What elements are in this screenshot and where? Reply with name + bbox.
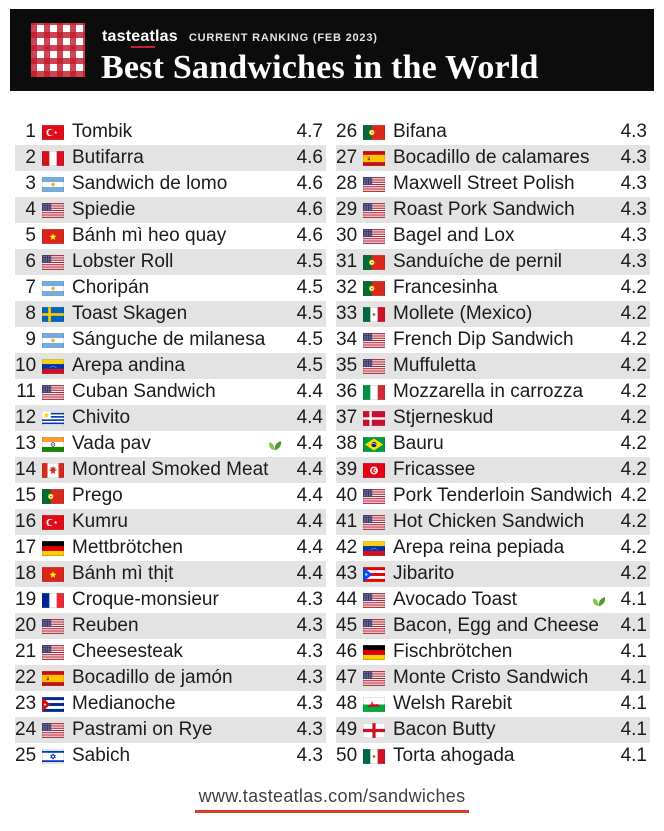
rank-number: 31 — [336, 251, 358, 272]
rating-value: 4.3 — [620, 199, 647, 220]
flag-icon-uruguay — [42, 411, 64, 426]
sandwich-name: Choripán — [72, 277, 150, 298]
brand-line — [102, 28, 378, 46]
tasteatlas-gingham-logo-icon — [31, 23, 85, 77]
flag-icon-turkey — [42, 125, 64, 140]
flag-icon-usa — [42, 723, 64, 738]
rating-value: 4.4 — [296, 563, 323, 584]
rank-number: 17 — [15, 537, 37, 558]
sandwich-name: Cuban Sandwich — [72, 381, 216, 402]
rank-number: 49 — [336, 719, 358, 740]
ranking-row — [336, 587, 650, 613]
rating-value: 4.5 — [296, 251, 323, 272]
rank-number: 14 — [15, 459, 37, 480]
rank-number: 20 — [15, 615, 37, 636]
flag-icon-usa — [363, 177, 385, 192]
rank-number: 21 — [15, 641, 37, 662]
rating-value: 4.5 — [296, 303, 323, 324]
flag-icon-cuba — [42, 697, 64, 712]
rank-number: 29 — [336, 199, 358, 220]
rating-value: 4.5 — [296, 277, 323, 298]
rating-value: 4.2 — [620, 303, 647, 324]
ranking-row — [15, 171, 326, 197]
rating-value: 4.1 — [620, 641, 647, 662]
rank-number: 12 — [15, 407, 37, 428]
rating-value: 4.4 — [296, 537, 323, 558]
sandwich-name: Arepa andina — [72, 355, 186, 376]
rating-value: 4.6 — [296, 173, 323, 194]
rank-number: 47 — [336, 667, 358, 688]
rank-number: 13 — [15, 433, 37, 454]
ranking-row — [15, 197, 326, 223]
ranking-row — [15, 561, 326, 587]
sandwich-name: Stjerneskud — [393, 407, 494, 428]
sandwich-name: Bánh mì thịt — [72, 563, 174, 584]
sandwich-name: Mollete (Mexico) — [393, 303, 533, 324]
ranking-row — [15, 587, 326, 613]
flag-icon-canada — [42, 463, 64, 478]
sandwich-name: Monte Cristo Sandwich — [393, 667, 589, 688]
ranking-row — [336, 535, 650, 561]
rating-value: 4.2 — [620, 459, 647, 480]
rank-number: 33 — [336, 303, 358, 324]
ranking-row — [15, 457, 326, 483]
flag-icon-peru — [42, 151, 64, 166]
rating-value: 4.3 — [296, 641, 323, 662]
sandwich-name: Chivito — [72, 407, 131, 428]
rank-number: 23 — [15, 693, 37, 714]
rank-number: 42 — [336, 537, 358, 558]
rating-value: 4.1 — [620, 719, 647, 740]
rank-number: 34 — [336, 329, 358, 350]
ranking-row — [336, 119, 650, 145]
flag-icon-usa — [363, 333, 385, 348]
rank-number: 27 — [336, 147, 358, 168]
rating-value: 4.1 — [620, 667, 647, 688]
rank-number: 28 — [336, 173, 358, 194]
rank-number: 10 — [15, 355, 37, 376]
ranking-row — [15, 717, 326, 743]
ranking-row — [336, 353, 650, 379]
rank-number: 15 — [15, 485, 37, 506]
rank-number: 7 — [25, 277, 36, 298]
flag-icon-puerto-rico — [363, 567, 385, 582]
rating-value: 4.3 — [296, 693, 323, 714]
flag-icon-spain — [42, 671, 64, 686]
flag-icon-venezuela — [42, 359, 64, 374]
sandwich-name: Muffuletta — [393, 355, 477, 376]
sandwich-name: Sandwich de lomo — [72, 173, 228, 194]
flag-icon-argentina — [42, 281, 64, 296]
sandwich-name: Toast Skagen — [72, 303, 188, 324]
rank-number: 44 — [336, 589, 358, 610]
rating-value: 4.3 — [296, 667, 323, 688]
sandwich-name: Jibarito — [393, 563, 455, 584]
sandwich-name: Medianoche — [72, 693, 176, 714]
sandwich-name: Sanduíche de pernil — [393, 251, 563, 272]
page-title: Best Sandwiches in the World — [101, 49, 539, 86]
rank-number: 41 — [336, 511, 358, 532]
flag-icon-vietnam — [42, 229, 64, 244]
flag-icon-mexico — [363, 749, 385, 764]
sandwich-name: Mozzarella in carrozza — [393, 381, 584, 402]
ranking-row — [336, 145, 650, 171]
sandwich-name: Bauru — [393, 433, 444, 454]
ranking-label: CURRENT RANKING (FEB 2023) — [188, 32, 378, 44]
ranking-row — [336, 483, 650, 509]
rank-number: 11 — [16, 381, 36, 402]
sandwich-name: Francesinha — [393, 277, 498, 298]
rank-number: 19 — [15, 589, 37, 610]
flag-icon-usa — [42, 619, 64, 634]
rating-value: 4.2 — [620, 407, 647, 428]
rank-number: 3 — [25, 173, 36, 194]
rating-value: 4.3 — [620, 121, 647, 142]
rank-number: 30 — [336, 225, 358, 246]
sandwich-name: Fischbrötchen — [393, 641, 513, 662]
flag-icon-turkey — [42, 515, 64, 530]
flag-icon-portugal — [363, 125, 385, 140]
sandwich-name: Fricassee — [393, 459, 476, 480]
ranking-row — [15, 431, 326, 457]
rank-number: 50 — [336, 745, 358, 766]
sandwich-name: Bánh mì heo quay — [72, 225, 227, 246]
rating-value: 4.3 — [296, 615, 323, 636]
rating-value: 4.3 — [296, 745, 323, 766]
sandwich-name: Bifana — [393, 121, 447, 142]
flag-icon-england — [363, 723, 385, 738]
ranking-row — [15, 691, 326, 717]
rank-number: 37 — [336, 407, 358, 428]
flag-icon-portugal — [42, 489, 64, 504]
rating-value: 4.4 — [296, 433, 323, 454]
ranking-row — [15, 353, 326, 379]
brand-wordmark: tasteatlas — [102, 28, 178, 46]
flag-icon-argentina — [42, 177, 64, 192]
flag-icon-sweden — [42, 307, 64, 322]
rating-value: 4.3 — [620, 251, 647, 272]
rating-value: 4.7 — [296, 121, 323, 142]
ranking-column-right — [336, 119, 650, 769]
ranking-row — [336, 743, 650, 769]
rank-number: 6 — [25, 251, 36, 272]
rating-value: 4.1 — [620, 693, 647, 714]
rank-number: 43 — [336, 563, 358, 584]
flag-icon-spain — [363, 151, 385, 166]
rating-value: 4.2 — [620, 563, 647, 584]
ranking-column-left — [15, 119, 326, 769]
rating-value: 4.3 — [620, 173, 647, 194]
ranking-row — [336, 717, 650, 743]
ranking-row — [336, 691, 650, 717]
rank-number: 46 — [336, 641, 358, 662]
sandwich-name: Hot Chicken Sandwich — [393, 511, 585, 532]
sandwich-name: Maxwell Street Polish — [393, 173, 575, 194]
rating-value: 4.2 — [620, 433, 647, 454]
flag-icon-tunisia — [363, 463, 385, 478]
flag-icon-usa — [363, 203, 385, 218]
rank-number: 18 — [15, 563, 37, 584]
rank-number: 45 — [336, 615, 358, 636]
rank-number: 26 — [336, 121, 358, 142]
ranking-row — [336, 171, 650, 197]
rank-number: 2 — [25, 147, 36, 168]
ranking-row — [336, 431, 650, 457]
flag-icon-usa — [42, 385, 64, 400]
flag-icon-usa — [363, 619, 385, 634]
rating-value: 4.6 — [296, 225, 323, 246]
flag-icon-usa — [363, 229, 385, 244]
vegetarian-leaf-icon — [590, 592, 607, 609]
sandwich-name: Montreal Smoked Meat — [72, 459, 269, 480]
rank-number: 8 — [25, 303, 36, 324]
flag-icon-usa — [42, 645, 64, 660]
flag-icon-vietnam — [42, 567, 64, 582]
rating-value: 4.3 — [620, 225, 647, 246]
rating-value: 4.3 — [296, 589, 323, 610]
ranking-row — [15, 275, 326, 301]
ranking-row — [336, 275, 650, 301]
rank-number: 22 — [15, 667, 37, 688]
rating-value: 4.4 — [296, 485, 323, 506]
ranking-row — [336, 379, 650, 405]
ranking-row — [15, 639, 326, 665]
ranking-row — [15, 665, 326, 691]
flag-icon-usa — [363, 515, 385, 530]
flag-icon-usa — [363, 593, 385, 608]
ranking-row — [336, 457, 650, 483]
flag-icon-germany — [42, 541, 64, 556]
rating-value: 4.4 — [296, 511, 323, 532]
flag-icon-portugal — [363, 255, 385, 270]
rank-number: 38 — [336, 433, 358, 454]
flag-icon-portugal — [363, 281, 385, 296]
rating-value: 4.6 — [296, 147, 323, 168]
sandwich-name: Bocadillo de jamón — [72, 667, 233, 688]
ranking-row — [15, 145, 326, 171]
sandwich-name: Pastrami on Rye — [72, 719, 213, 740]
ranking-row — [15, 405, 326, 431]
sandwich-name: Bocadillo de calamares — [393, 147, 590, 168]
sandwich-name: Spiedie — [72, 199, 136, 220]
footer-url-link[interactable]: www.tasteatlas.com/sandwiches — [195, 786, 470, 813]
sandwich-name: Butifarra — [72, 147, 144, 168]
sandwich-name: Pork Tenderloin Sandwich — [393, 485, 612, 506]
rating-value: 4.4 — [296, 459, 323, 480]
ranking-row — [15, 223, 326, 249]
ranking-row — [15, 743, 326, 769]
ranking-row — [15, 327, 326, 353]
flag-icon-denmark — [363, 411, 385, 426]
ranking-row — [336, 405, 650, 431]
flag-icon-argentina — [42, 333, 64, 348]
rank-number: 16 — [15, 511, 37, 532]
rank-number: 24 — [15, 719, 37, 740]
rank-number: 40 — [336, 485, 358, 506]
flag-icon-india — [42, 437, 64, 452]
ranking-row — [336, 327, 650, 353]
rank-number: 4 — [25, 199, 36, 220]
sandwich-name: Tombik — [72, 121, 133, 142]
rank-number: 9 — [25, 329, 36, 350]
flag-icon-usa — [363, 671, 385, 686]
sandwich-name: Roast Pork Sandwich — [393, 199, 575, 220]
sandwich-name: Croque-monsieur — [72, 589, 219, 610]
rating-value: 4.4 — [296, 407, 323, 428]
flag-icon-israel — [42, 749, 64, 764]
flag-icon-usa — [363, 489, 385, 504]
sandwich-name: Kumru — [72, 511, 128, 532]
rank-number: 32 — [336, 277, 358, 298]
ranking-row — [336, 301, 650, 327]
rating-value: 4.6 — [296, 199, 323, 220]
sandwich-name: Torta ahogada — [393, 745, 515, 766]
flag-icon-usa — [42, 255, 64, 270]
rank-number: 35 — [336, 355, 358, 376]
flag-icon-brazil — [363, 437, 385, 452]
rank-number: 25 — [15, 745, 37, 766]
flag-icon-mexico — [363, 307, 385, 322]
rank-number: 48 — [336, 693, 358, 714]
sandwich-name: Welsh Rarebit — [393, 693, 512, 714]
ranking-row — [15, 301, 326, 327]
ranking-row — [15, 249, 326, 275]
ranking-row — [336, 561, 650, 587]
rating-value: 4.3 — [296, 719, 323, 740]
flag-icon-germany — [363, 645, 385, 660]
rating-value: 4.2 — [620, 329, 647, 350]
rank-number: 5 — [25, 225, 36, 246]
rating-value: 4.1 — [620, 615, 647, 636]
ranking-row — [15, 483, 326, 509]
ranking-row — [15, 119, 326, 145]
flag-icon-usa — [42, 203, 64, 218]
rating-value: 4.5 — [296, 355, 323, 376]
ranking-row — [336, 249, 650, 275]
rating-value: 4.2 — [620, 511, 647, 532]
sandwich-name: Lobster Roll — [72, 251, 174, 272]
sandwich-name: Prego — [72, 485, 123, 506]
rating-value: 4.2 — [620, 277, 647, 298]
sandwich-name: Cheesesteak — [72, 641, 183, 662]
sandwich-name: Reuben — [72, 615, 139, 636]
ranking-row — [336, 613, 650, 639]
sandwich-name: Mettbrötchen — [72, 537, 183, 558]
flag-icon-venezuela — [363, 541, 385, 556]
ranking-row — [336, 197, 650, 223]
rating-value: 4.5 — [296, 329, 323, 350]
footer — [0, 786, 664, 813]
ranking-row — [336, 639, 650, 665]
sandwich-name: Bacon Butty — [393, 719, 496, 740]
rating-value: 4.3 — [620, 147, 647, 168]
ranking-row — [15, 509, 326, 535]
ranking-row — [15, 535, 326, 561]
rating-value: 4.1 — [620, 745, 647, 766]
rating-value: 4.4 — [296, 381, 323, 402]
rating-value: 4.2 — [620, 485, 647, 506]
header-banner — [10, 9, 654, 91]
sandwich-name: Vada pav — [72, 433, 151, 454]
ranking-row — [15, 379, 326, 405]
rank-number: 39 — [336, 459, 358, 480]
rating-value: 4.2 — [620, 381, 647, 402]
flag-icon-italy — [363, 385, 385, 400]
sandwich-name: Arepa reina pepiada — [393, 537, 565, 558]
ranking-row — [336, 223, 650, 249]
rating-value: 4.1 — [620, 589, 647, 610]
sandwich-name: Avocado Toast — [393, 589, 517, 610]
sandwich-name: Sabich — [72, 745, 131, 766]
rating-value: 4.2 — [620, 355, 647, 376]
sandwich-name: Bagel and Lox — [393, 225, 515, 246]
ranking-row — [336, 509, 650, 535]
ranking-row — [15, 613, 326, 639]
sandwich-name: Bacon, Egg and Cheese — [393, 615, 599, 636]
flag-icon-wales — [363, 697, 385, 712]
sandwich-name: French Dip Sandwich — [393, 329, 574, 350]
flag-icon-france — [42, 593, 64, 608]
rank-number: 1 — [25, 121, 36, 142]
vegetarian-leaf-icon — [266, 436, 283, 453]
rating-value: 4.2 — [620, 537, 647, 558]
ranking-row — [336, 665, 650, 691]
sandwich-name: Sánguche de milanesa — [72, 329, 266, 350]
rank-number: 36 — [336, 381, 358, 402]
flag-icon-usa — [363, 359, 385, 374]
